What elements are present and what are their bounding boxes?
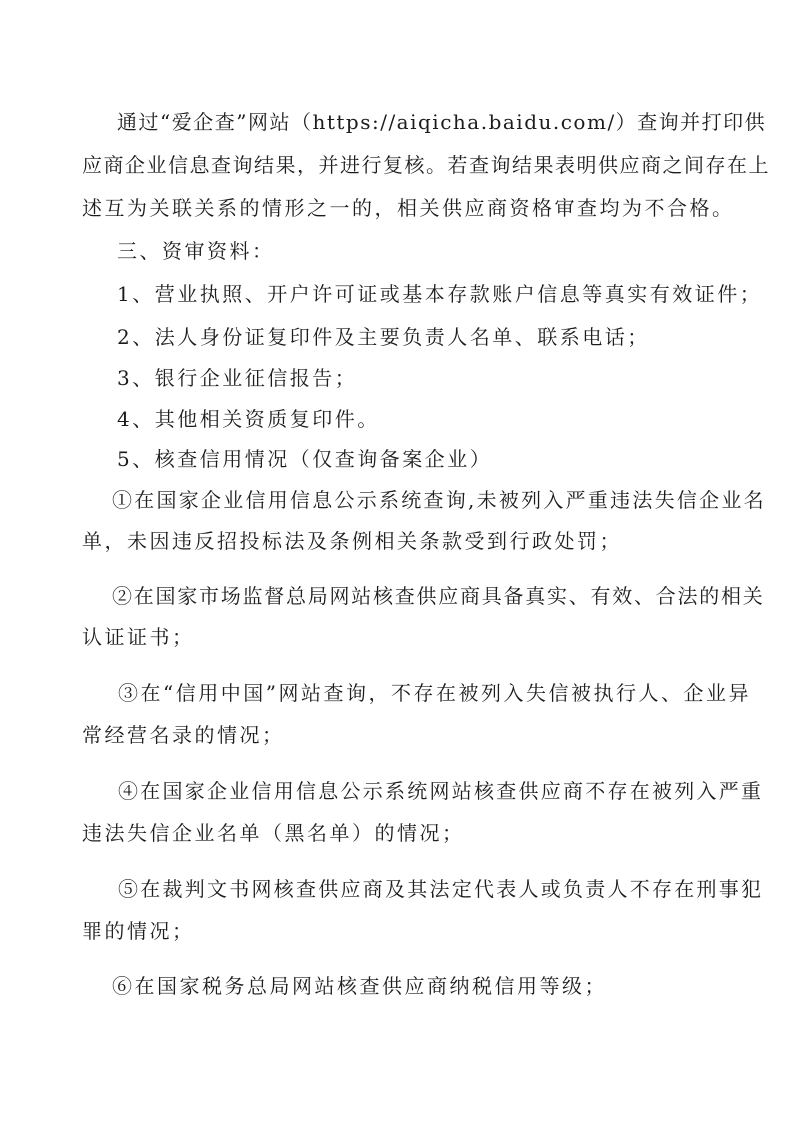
check-3-line-1: ③在“信用中国”网站查询，不存在被列入失信被执行人、企业异: [118, 681, 751, 705]
check-3-line-2: 常经营名录的情况；: [82, 723, 285, 747]
check-1-line-2: 单，未因违反招投标法及条例相关条款受到行政处罚；: [82, 529, 622, 553]
check-6-line-1: ⑥在国家税务总局网站核查供应商纳税信用等级；: [112, 974, 607, 998]
intro-line-2: 应商企业信息查询结果，并进行复核。若查询结果表明供应商之间存在上: [82, 153, 770, 177]
section-heading: 三、资审资料：: [117, 239, 275, 263]
check-1-line-1: ①在国家企业信用信息公示系统查询,未被列入严重违法失信企业名: [112, 488, 766, 512]
list-item-5: 5、核查信用情况（仅查询备案企业）: [117, 447, 493, 471]
list-item-1: 1、营业执照、开户许可证或基本存款账户信息等真实有效证件；: [117, 282, 763, 306]
intro-line-3: 述互为关联关系的情形之一的，相关供应商资格审查均为不合格。: [82, 196, 735, 220]
check-4-line-1: ④在国家企业信用信息公示系统网站核查供应商不存在被列入严重: [118, 779, 764, 803]
check-2-line-2: 认证证书；: [82, 625, 195, 649]
check-4-line-2: 违法失信企业名单（黑名单）的情况；: [82, 821, 465, 845]
check-5-line-2: 罪的情况；: [82, 919, 195, 943]
check-2-line-1: ②在国家市场监督总局网站核查供应商具备真实、有效、合法的相关: [112, 584, 765, 608]
list-item-2: 2、法人身份证复印件及主要负责人名单、联系电话；: [117, 325, 650, 349]
check-5-line-1: ⑤在裁判文书网核查供应商及其法定代表人或负责人不存在刑事犯: [118, 877, 764, 901]
list-item-4: 4、其他相关资质复印件。: [117, 407, 380, 431]
list-item-3: 3、银行企业征信报告；: [117, 366, 358, 390]
intro-line-1: 通过“爱企查”网站（https://aiqicha.baidu.com/）查询并打印供: [117, 110, 767, 134]
